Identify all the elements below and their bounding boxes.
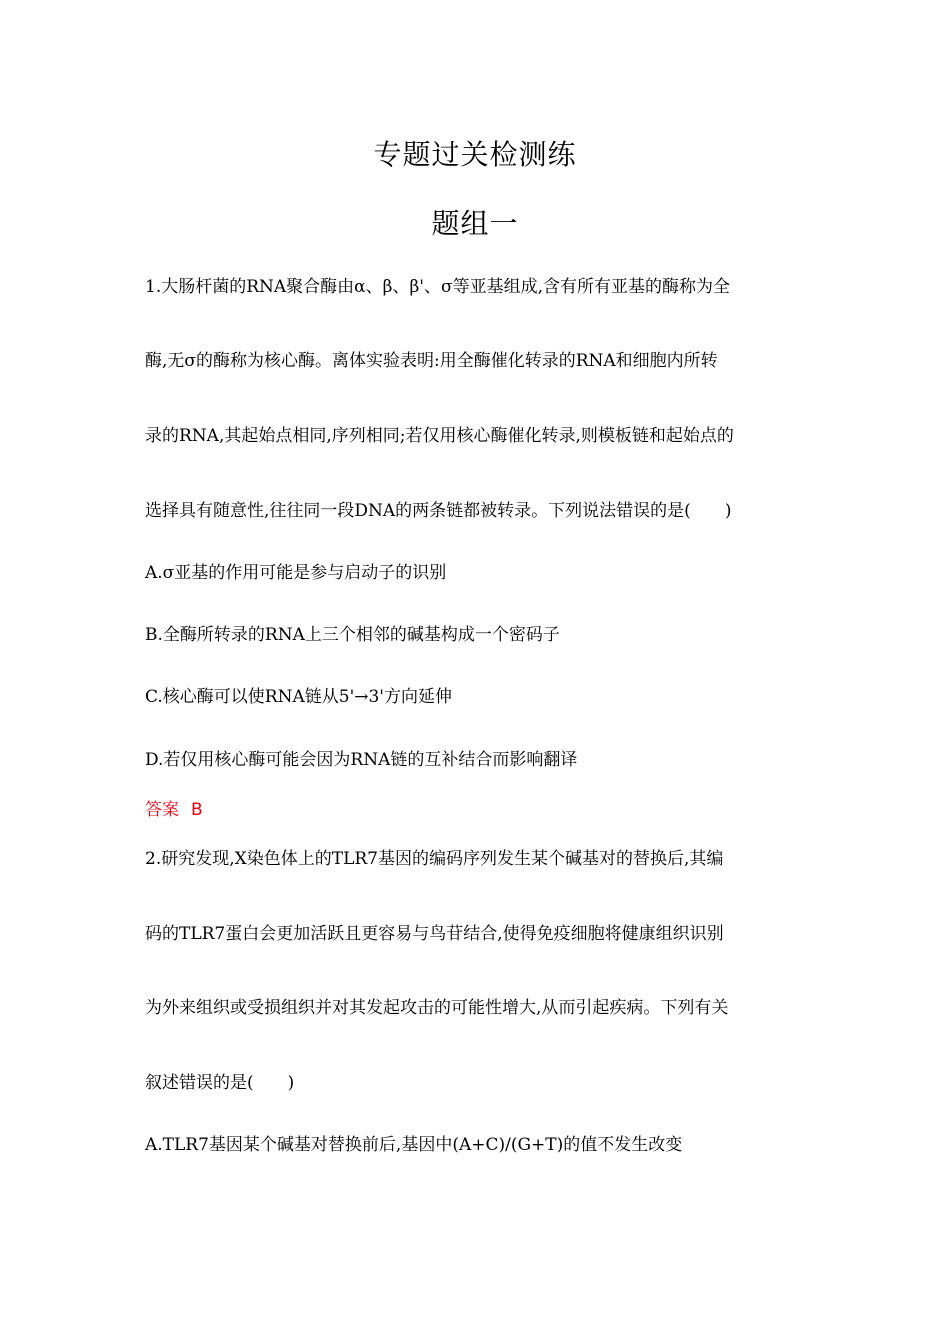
q1-stem-line-4-text: 选择具有随意性,往往同一段DNA的两条链都被转录。下列说法错误的是( [145,501,691,521]
q2-option-a: A.TLR7基因某个碱基对替换前后,基因中(A+C)/(G+T)的值不发生改变 [145,1135,683,1155]
q1-answer [145,798,815,822]
q1-option-c: C.核心酶可以使RNA链从5'→3'方向延伸 [145,687,452,707]
q1-stem-line-3: 录的RNA,其起始点相同,序列相同;若仅用核心酶催化转录,则模板链和起始点的 [145,426,734,446]
answer-label: 答案 [145,800,179,820]
q1-stem-line-1: 1.大肠杆菌的RNA聚合酶由α、β、β'、σ等亚基组成,含有所有亚基的酶称为全 [145,277,730,297]
q1-stem-line-2: 酶,无σ的酶称为核心酶。离体实验表明:用全酶催化转录的RNA和细胞内所转 [145,351,718,371]
q2-stem-line-1: 2.研究发现,X染色体上的TLR7基因的编码序列发生某个碱基对的替换后,其编 [145,849,724,869]
answer-value: B [191,800,203,820]
q1-stem-line-4 [145,499,815,523]
section-title: 题组一 [431,207,519,240]
q2-close-paren: ) [287,1073,295,1093]
q1-option-d: D.若仅用核心酶可能会因为RNA链的互补结合而影响翻译 [145,750,578,770]
page-title: 专题过关检测练 [373,138,577,171]
q2-stem-line-4 [145,1071,815,1095]
q1-close-paren: ) [724,501,732,521]
q2-stem-line-3: 为外来组织或受损组织并对其发起攻击的可能性增大,从而引起疾病。下列有关 [145,998,729,1018]
q2-stem-line-4-text: 叙述错误的是( [145,1073,254,1093]
q2-stem-line-2: 码的TLR7蛋白会更加活跃且更容易与鸟苷结合,使得免疫细胞将健康组织识别 [145,924,724,944]
q1-option-a: A.σ亚基的作用可能是参与启动子的识别 [145,563,447,583]
q1-option-b: B.全酶所转录的RNA上三个相邻的碱基构成一个密码子 [145,625,560,645]
